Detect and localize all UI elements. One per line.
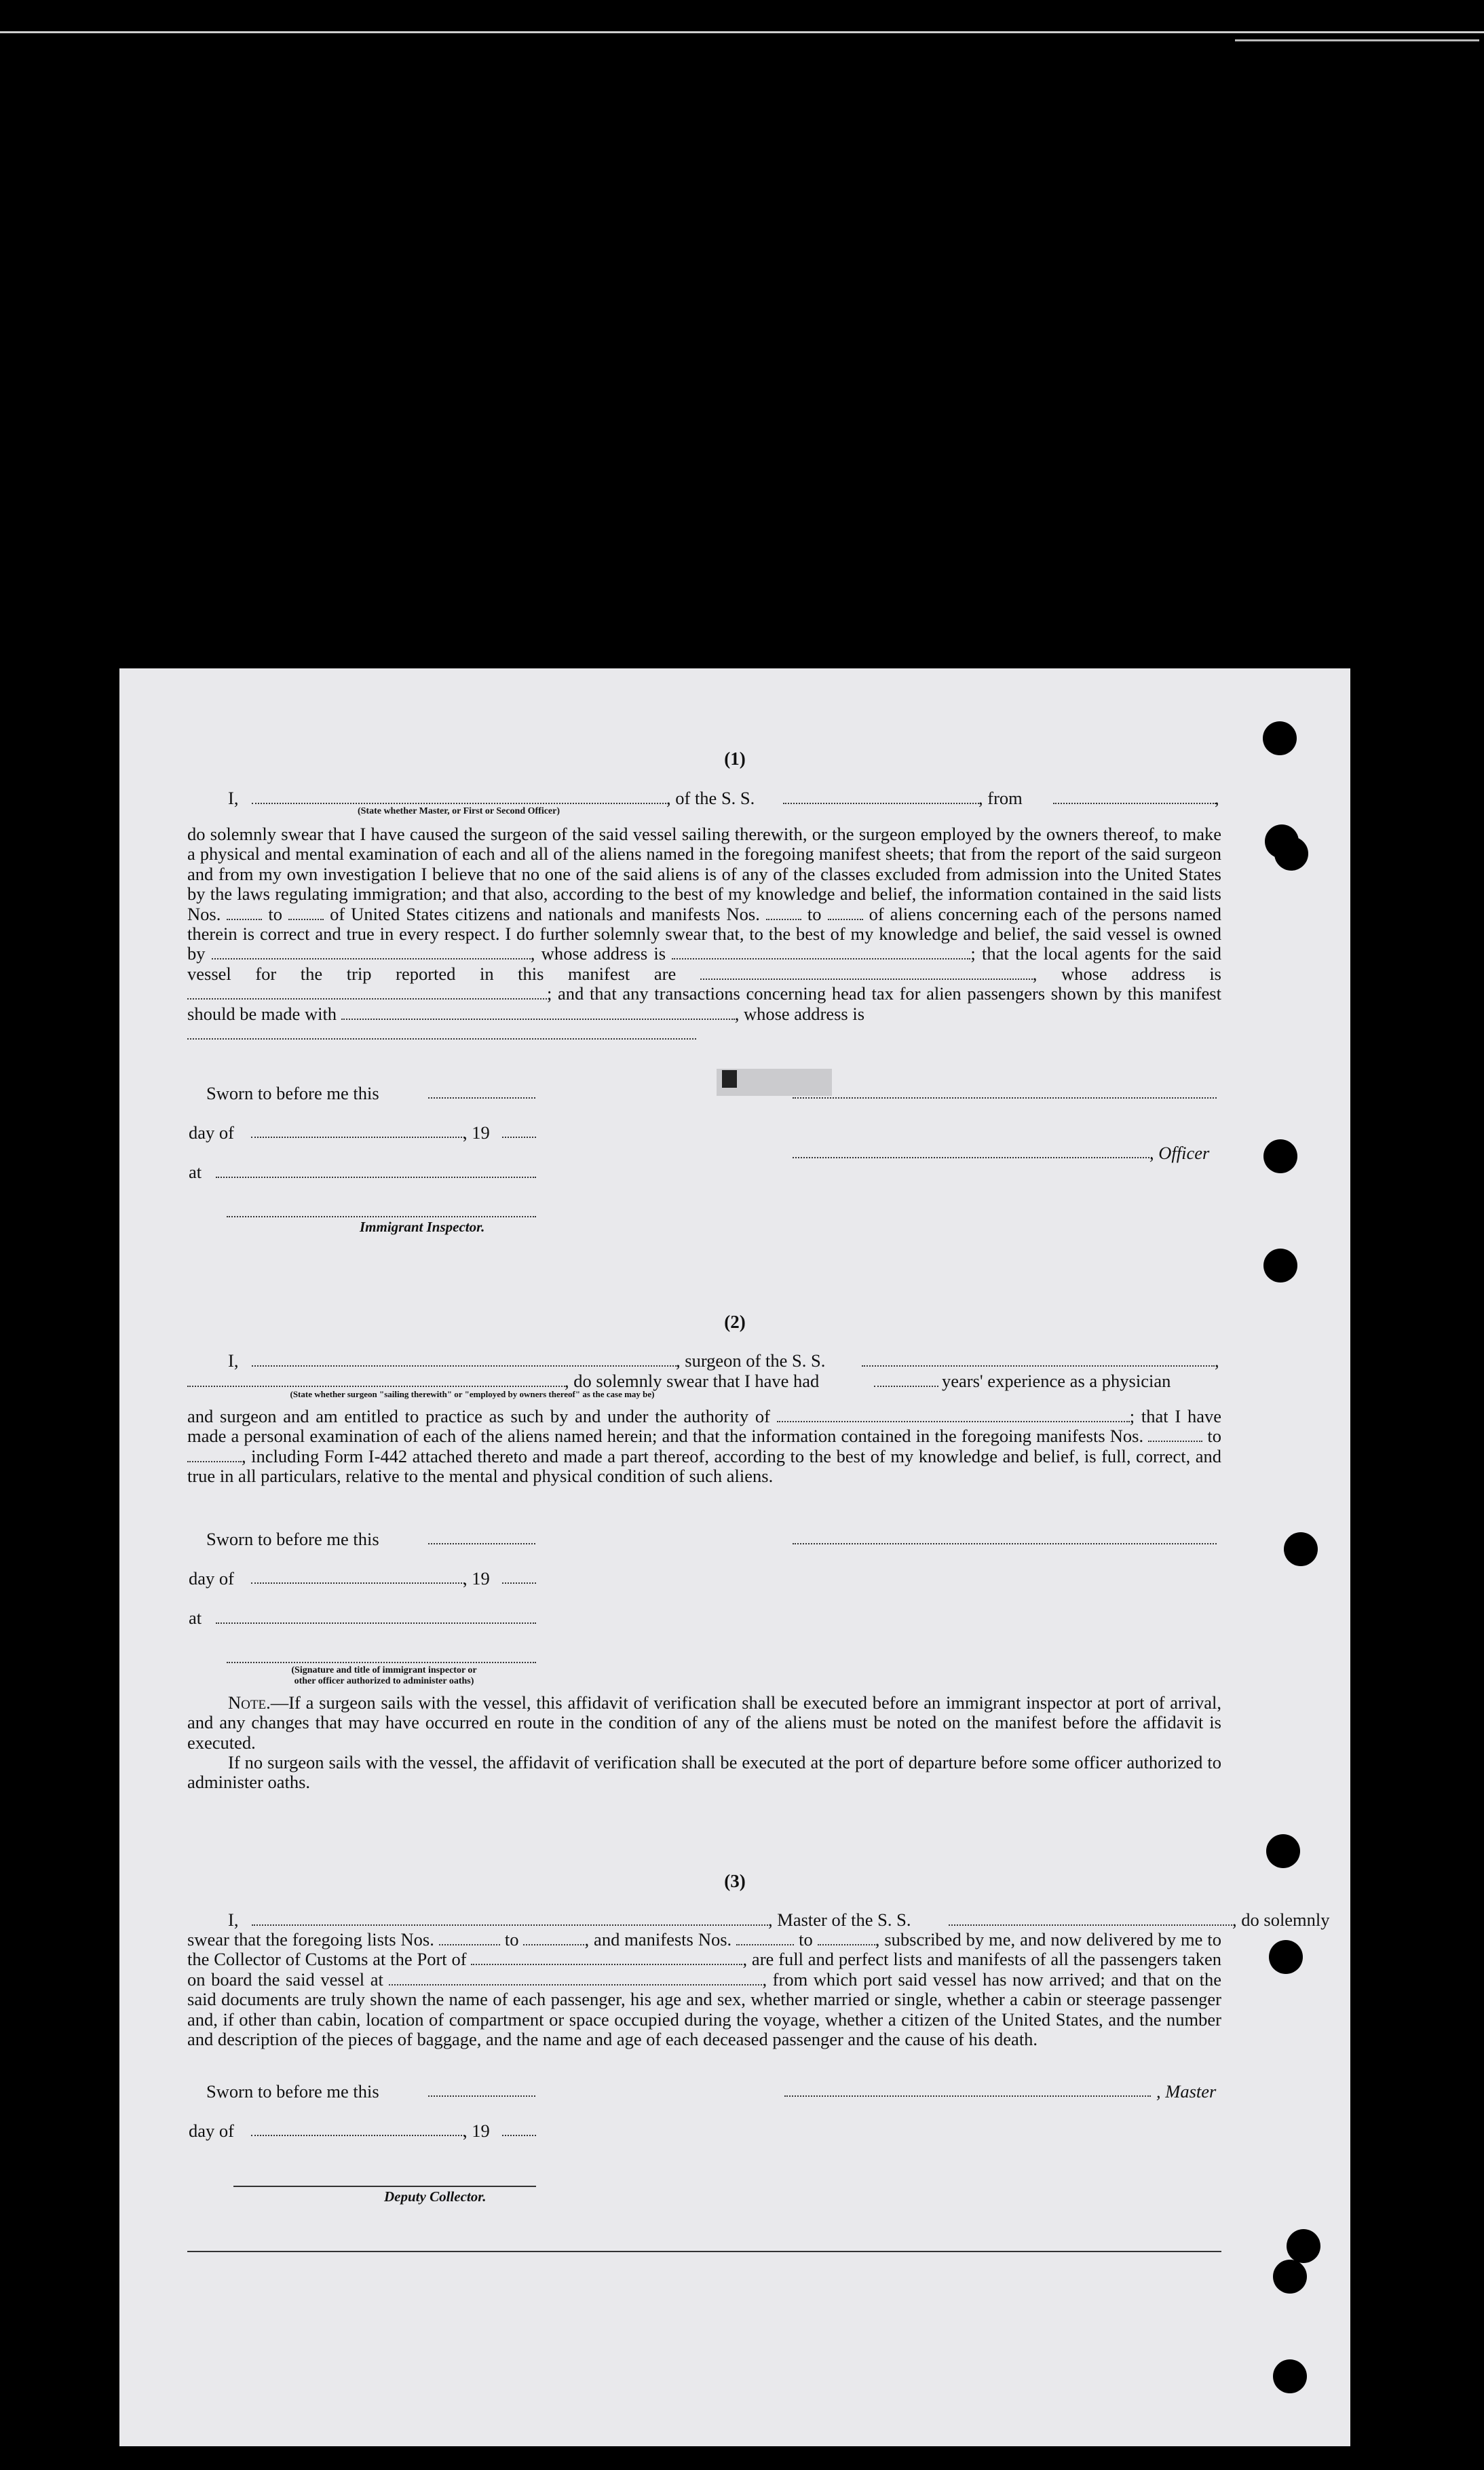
s3-sworn-label: Sworn to before me this bbox=[206, 2081, 379, 2102]
s3-body-1: swear that the foregoing lists Nos. bbox=[187, 1929, 434, 1950]
s1-year-label: , 19 bbox=[463, 1122, 490, 1143]
s1-at-field[interactable] bbox=[216, 1177, 536, 1178]
s3-master-signature-field[interactable] bbox=[784, 2095, 1151, 2097]
s1-head-tax-address-field[interactable] bbox=[187, 1025, 696, 1040]
bottom-rule bbox=[187, 2251, 1221, 2252]
s2-swear-label: , do solemnly swear that I have had bbox=[565, 1371, 820, 1391]
s2-sig-note-1: (Signature and title of immigrant inspector or bbox=[291, 1665, 477, 1675]
s3-master-of-label: , Master of the S. S. bbox=[768, 1910, 911, 1930]
s1-day-of-label: day of bbox=[189, 1122, 234, 1143]
s1-agents-address-field[interactable] bbox=[187, 985, 547, 1000]
manifest-back-page bbox=[119, 668, 1350, 2446]
s1-body-2: of United States citizens and nationals and manifests Nos. bbox=[330, 903, 760, 924]
s1-sworn-label: Sworn to before me this bbox=[206, 1083, 379, 1103]
s2-surgeon-note: (State whether surgeon "sailing therewith" or "employed by owners thereof" as the case may be) bbox=[290, 1389, 655, 1399]
s3-body-4: , from which port said vessel has now arrived; and that on the said documents are truly shown the name of each passenger, his age and sex, whether married or single, whether a cabin or steerage passenger and, if other than cabin, location of compartment or space occupied during the voyage, whether a citizen of the United States, and the number and description of the pieces of baggage, and the name and age of each deceased passenger and the cause of his death. bbox=[187, 1969, 1221, 2050]
s1-officer-signature-top-field[interactable] bbox=[793, 1097, 1217, 1099]
s1-officer-signature-field[interactable] bbox=[793, 1157, 1152, 1158]
punch-hole bbox=[1287, 2229, 1320, 2263]
s3-lists-to-field[interactable] bbox=[523, 1931, 584, 1945]
s2-years-field[interactable] bbox=[874, 1386, 938, 1387]
s3-day-of-label: day of bbox=[189, 2121, 234, 2141]
s1-to-b: to bbox=[807, 903, 822, 924]
s3-body-3: , are full and perfect lists and manifests of all the passengers taken on board the said vessel at bbox=[187, 1949, 1221, 1990]
s1-head-tax-party-field[interactable] bbox=[341, 1005, 735, 1020]
s3-year-label: , 19 bbox=[463, 2121, 490, 2141]
s2-manifests-to-field[interactable] bbox=[187, 1447, 242, 1462]
punch-hole bbox=[1284, 1532, 1318, 1566]
s2-surgeon-signature-field[interactable] bbox=[793, 1543, 1217, 1544]
s1-owner-field[interactable] bbox=[212, 945, 531, 960]
s2-sworn-label: Sworn to before me this bbox=[206, 1529, 379, 1549]
s1-inspector-signature-field[interactable] bbox=[227, 1216, 536, 1217]
s2-body-1: and surgeon and am entitled to practice as such by and under the authority of bbox=[187, 1406, 770, 1426]
s3-sworn-day-field[interactable] bbox=[428, 2095, 535, 2097]
s1-body-4: that the local agents for the said vessel for the trip reported in this manifest are bbox=[187, 943, 1221, 984]
section-number-1: (1) bbox=[724, 748, 746, 769]
s1-at-label: at bbox=[189, 1162, 202, 1182]
s1-owner-address-field[interactable] bbox=[672, 945, 970, 960]
s2-oath-paragraph: and surgeon and am entitled to practice as such by and under the authority of ; that I have made a personal examination of each of the aliens named herein; and that the information contained in the foregoing manifests Nos. to , including Form I-442 attached thereto and made a part thereof, according to the best of my knowledge and belief, is full, correct, and true in all particulars, relative to the mental and physical condition of such aliens. bbox=[187, 1406, 1222, 1487]
s1-to-a: to bbox=[268, 903, 283, 924]
s2-signature-note bbox=[255, 1665, 513, 1687]
punch-hole bbox=[1263, 1139, 1297, 1173]
punch-hole bbox=[1273, 2359, 1307, 2393]
s3-body-2: , subscribed by me, and now delivered by me to the Collector of Customs at the Port of bbox=[187, 1929, 1222, 1970]
s3-solemnly-label: , do solemnly bbox=[1232, 1910, 1330, 1930]
s2-surgeon-name-field[interactable] bbox=[252, 1365, 679, 1367]
s1-vessel-field[interactable] bbox=[783, 803, 981, 804]
s3-to-b: to bbox=[799, 1929, 813, 1950]
s3-collector-label: Deputy Collector. bbox=[384, 2188, 487, 2205]
s1-sworn-day-field[interactable] bbox=[428, 1097, 535, 1099]
s2-manifests-from-field[interactable] bbox=[1148, 1427, 1202, 1442]
s3-collector-signature-field[interactable] bbox=[233, 2186, 536, 2187]
s3-manifests-to-field[interactable] bbox=[818, 1931, 875, 1945]
s2-to: to bbox=[1207, 1426, 1222, 1447]
s3-year-field[interactable] bbox=[502, 2135, 536, 2136]
s1-officer-label: , Officer bbox=[1149, 1143, 1210, 1163]
section-number-2: (2) bbox=[724, 1312, 746, 1332]
punch-hole bbox=[1266, 1834, 1300, 1868]
s1-whose-address-c: , whose address is bbox=[734, 1003, 865, 1024]
punch-hole bbox=[1269, 1940, 1303, 1974]
s3-master-label: , Master bbox=[1156, 2081, 1217, 2102]
s1-body-1: do solemnly swear that I have caused the surgeon of the said vessel sailing therewith, or the surgeon employed by the owners thereof, to make a physical and mental examination of each and all of the aliens named in the foregoing manifest sheets; that from the report of the said surgeon and from my own investigation I believe that no one of the said aliens is of any of the classes excluded from admission into the United States by the laws regulating immigration; and that also, according to the best of my knowledge and belief, the information contained in the said lists Nos. bbox=[187, 824, 1221, 924]
s2-note-label: Note. bbox=[228, 1692, 271, 1713]
s3-lists-from-field[interactable] bbox=[439, 1931, 500, 1945]
s1-body-5: ; and that any transactions concerning head tax for alien passengers shown by this manifest should be made with bbox=[187, 983, 1221, 1024]
s1-lead: I, bbox=[228, 788, 239, 808]
punch-hole bbox=[1263, 1249, 1297, 1282]
s2-surgeon-of-label: , surgeon of the S. S. bbox=[676, 1350, 826, 1371]
s2-years-label: years' experience as a physician bbox=[942, 1371, 1171, 1391]
s1-year-field[interactable] bbox=[502, 1137, 536, 1138]
s2-note-1: —If a surgeon sails with the vessel, this affidavit of verification shall be executed before an immigrant inspector at port of arrival, and any changes that may have occurred en route in the condition of any of the aliens must be noted on the manifest before the affidavit is executed. bbox=[187, 1692, 1221, 1753]
s1-manifests-to-field[interactable] bbox=[828, 905, 863, 920]
s1-oath-paragraph: do solemnly swear that I have caused the surgeon of the said vessel sailing therewith, or the surgeon employed by the owners thereof, to make a physical and mental examination of each and all of the aliens named in the foregoing manifest sheets; that from the report of the said surgeon and from my own investigation I believe that no one of the said aliens is of any of the classes excluded from admission into the United States by the laws regulating immigration; and that also, according to the best of my knowledge and belief, the information contained in the said lists Nos. to of United States citizens and nationals and manifests Nos. to of aliens concerning each of the persons named therein is correct and true in every respect. I do further solemnly swear that, to the best of my knowledge and belief, the said vessel is owned by , whose address is ; that the local agents for the said vessel for the trip reported in this manifest are , whose address is ; and that any transactions concerning head tax for alien passengers shown by this manifest should be made with , whose address is bbox=[187, 824, 1221, 1044]
s3-to-a: to bbox=[504, 1929, 519, 1950]
s2-authority-field[interactable] bbox=[777, 1407, 1130, 1422]
s3-and-manifests: , and manifests Nos. bbox=[584, 1929, 732, 1950]
s2-year-field[interactable] bbox=[502, 1582, 536, 1584]
s1-whose-address-b: whose address is bbox=[1061, 963, 1221, 984]
s3-oath-paragraph bbox=[187, 1930, 1221, 2049]
s1-month-field[interactable] bbox=[251, 1137, 465, 1138]
s2-at-field[interactable] bbox=[216, 1622, 536, 1624]
s3-embark-port-field[interactable] bbox=[389, 1971, 762, 1986]
s3-manifests-from-field[interactable] bbox=[736, 1931, 794, 1945]
film-edge-line bbox=[0, 31, 1484, 33]
s3-vessel-field[interactable] bbox=[949, 1924, 1235, 1926]
s2-note-paragraph bbox=[187, 1693, 1221, 1753]
s2-at-label: at bbox=[189, 1608, 202, 1628]
s1-whose-address-a: , whose address is bbox=[530, 943, 666, 964]
s1-of-ss-label: , of the S. S. bbox=[666, 788, 755, 808]
s1-comma: , bbox=[1215, 788, 1219, 808]
s1-from-field[interactable] bbox=[1053, 803, 1216, 804]
s1-agents-field[interactable] bbox=[700, 965, 1033, 980]
s2-body-2: that I have made a personal examination of each of the aliens named herein; and that the information contained in the foregoing manifests Nos. bbox=[187, 1406, 1222, 1447]
s3-port-field[interactable] bbox=[471, 1950, 742, 1965]
s2-year-label: , 19 bbox=[463, 1568, 490, 1589]
s2-sig-note-2: other officer authorized to administer oaths) bbox=[294, 1676, 474, 1686]
faint-stamp-mark bbox=[722, 1070, 737, 1088]
s2-note-paragraph-2 bbox=[187, 1753, 1221, 1793]
s2-inspector-signature-field[interactable] bbox=[227, 1662, 536, 1663]
s3-month-field[interactable] bbox=[251, 2135, 465, 2136]
section-number-3: (3) bbox=[724, 1871, 746, 1891]
s1-body-3: of aliens concerning each of the persons named therein is correct and true in every respect. I do further solemnly swear that, to the best of my knowledge and belief, the said vessel is owned by bbox=[187, 903, 1221, 964]
s1-lists-to-field[interactable] bbox=[288, 905, 324, 920]
s2-vessel-field[interactable] bbox=[862, 1365, 1215, 1367]
s3-master-name-field[interactable] bbox=[252, 1924, 771, 1926]
s1-inspector-label: Immigrant Inspector. bbox=[360, 1219, 485, 1235]
s3-lead: I, bbox=[228, 1910, 239, 1930]
punch-hole bbox=[1273, 2260, 1307, 2294]
s2-month-field[interactable] bbox=[251, 1582, 465, 1584]
s1-lists-from-field[interactable] bbox=[227, 905, 262, 920]
s1-manifests-from-field[interactable] bbox=[766, 905, 801, 920]
s2-body-3: , including Form I-442 attached thereto and made a part thereof, according to the best of my knowledge and belief, is full, correct, and true in all particulars, relative to the mental and physical condition of such aliens. bbox=[187, 1445, 1221, 1487]
s1-officer-name-field[interactable] bbox=[252, 803, 669, 804]
s2-comma: , bbox=[1215, 1350, 1219, 1371]
s2-sworn-day-field[interactable] bbox=[428, 1543, 535, 1544]
s2-day-of-label: day of bbox=[189, 1568, 234, 1589]
s2-note-2: If no surgeon sails with the vessel, the affidavit of verification shall be executed at the port of departure before some officer authorized to administer oaths. bbox=[187, 1752, 1221, 1793]
s1-from-label: , from bbox=[978, 788, 1023, 808]
punch-hole bbox=[1274, 837, 1308, 871]
s2-surgeon-status-field[interactable] bbox=[187, 1386, 567, 1387]
s1-officer-note: (State whether Master, or First or Second Officer) bbox=[357, 806, 560, 816]
s2-lead: I, bbox=[228, 1350, 239, 1371]
film-edge-line-short bbox=[1235, 39, 1479, 41]
